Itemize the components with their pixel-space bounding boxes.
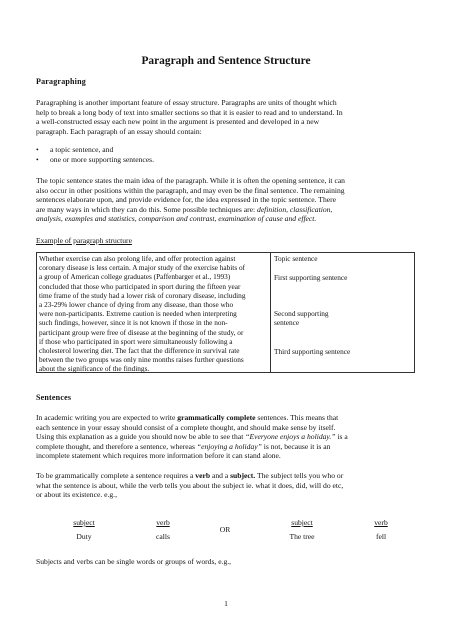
text-line: what the sentence is about, while the verb tells you about the subject ie. what it does, did, will do etc, — [36, 480, 344, 490]
text-line: are many ways in which they can do this. Some possible techniques are: definition, classification, — [36, 204, 333, 214]
label-first-supporting: First supporting sentence — [274, 273, 348, 282]
bullet-item — [36, 155, 416, 165]
text-line: about the significance of the findings. — [39, 364, 150, 374]
text-line: participant group were free of disease at the beginning of the study, or — [39, 327, 244, 337]
or-label: OR — [219, 525, 231, 534]
example-paragraph — [39, 254, 267, 374]
text-line: concluded that those who participated in sport during the fifteen year — [39, 281, 241, 291]
text-line: complete thought, and therefore a sentence, whereas “enjoying a holiday” is not, because it is an — [36, 441, 331, 451]
text-line: cholesterol lowering diet. The fact that the difference in survival rate — [39, 346, 240, 356]
subject-label: subject — [291, 518, 313, 527]
sentences-paragraph-1 — [36, 413, 418, 461]
topic-sentence-paragraph — [36, 176, 418, 224]
text-line: between the two groups was only nine months raises further questions — [39, 355, 244, 365]
example-verb: fell — [375, 532, 387, 541]
text-line: help to break a long body of text into smaller sections so that it is easier to read and to understand. In — [36, 107, 343, 117]
page-title: Paragraph and Sentence Structure — [141, 55, 311, 67]
sentences-paragraph-2 — [36, 471, 418, 500]
page-number: 1 — [224, 599, 228, 608]
text-line: were non-participants. Extreme caution is needed when interpreting — [39, 309, 237, 319]
verb-label: verb — [374, 518, 388, 527]
text-line: or about its existence. e.g., — [36, 490, 117, 500]
text-line: To be grammatically complete a sentence requires a verb and a subject. The subject tells you who or — [36, 471, 344, 480]
subject-label: subject — [73, 518, 95, 527]
techniques-text: analysis, examples and statistics, comparison and contrast, examination of cause and effect. — [36, 214, 317, 224]
text-line: a group of American college graduates (Paffenbarger et al., 1993) — [39, 272, 231, 282]
text-line: incomplete statement which requires more information before it can stand alone. — [36, 451, 281, 461]
bullet-text: a topic sentence, and — [50, 145, 114, 154]
bullet-text: one or more supporting sentences. — [50, 155, 154, 164]
paragraphing-intro — [36, 98, 418, 136]
bullet-icon: • — [36, 145, 39, 154]
text-line: coronary disease is less certain. A major study of the exercise habits of — [39, 263, 246, 273]
verb-label: verb — [156, 518, 170, 527]
label-third-supporting: Third supporting sentence — [274, 347, 351, 356]
example-subject: The tree — [289, 532, 315, 541]
bullet-item — [36, 145, 416, 155]
section-heading-sentences: Sentences — [36, 393, 72, 402]
text-line: if those who participated in sport were simultaneously following a — [39, 336, 233, 346]
text-line: The topic sentence states the main idea of the paragraph. While it is often the opening sentence, it can — [36, 176, 345, 185]
paragraph-structure-example — [36, 252, 415, 373]
text-line: time frame of the study had a lower risk of coronary disease, including — [39, 290, 246, 300]
bullet-icon: • — [36, 155, 39, 164]
sentences-closing: Subjects and verbs can be single words or groups of words, e.g., — [36, 557, 232, 566]
text-line: such findings, however, since it is not known if those in the non- — [39, 318, 228, 328]
column-divider — [270, 253, 271, 372]
techniques-text: definition, classification, — [257, 204, 333, 214]
text-line: a well-constructed essay each new point in the argument is presented and developed in a new — [36, 117, 320, 127]
text-line: Paragraphing is another important feature of essay structure. Paragraphs are units of thought which — [36, 98, 337, 107]
label-second-supporting: Second supporting sentence — [274, 309, 329, 328]
label-topic-sentence: Topic sentence — [274, 254, 318, 263]
example-heading: Example of paragraph structure — [36, 236, 132, 245]
text-line: Whether exercise can also prolong life, and offer protection against — [39, 254, 236, 263]
text-line: also occur in other positions within the paragraph, and may even be the final sentence. The remaining — [36, 185, 345, 195]
text-line: paragraph. Each paragraph of an essay should contain: — [36, 126, 202, 136]
example-verb: calls — [156, 532, 170, 541]
text-line: sentences elaborate upon, and provide evidence for, the idea expressed in the topic sentence. There — [36, 195, 337, 205]
text-line: Using this explanation as a guide you should now be able to see that “Everyone enjoys a holiday.” is a — [36, 432, 348, 442]
text-line: In academic writing you are expected to write grammatically complete sentences. This means that — [36, 413, 339, 422]
text-line: a 23-29% lower chance of dying from any disease, than those who — [39, 300, 234, 310]
text-line: each sentence in your essay should consist of a complete thought, and should make sense by itself. — [36, 422, 336, 432]
example-subject: Duty — [76, 532, 92, 541]
section-heading-paragraphing: Paragraphing — [36, 77, 86, 86]
text-line — [36, 214, 418, 224]
